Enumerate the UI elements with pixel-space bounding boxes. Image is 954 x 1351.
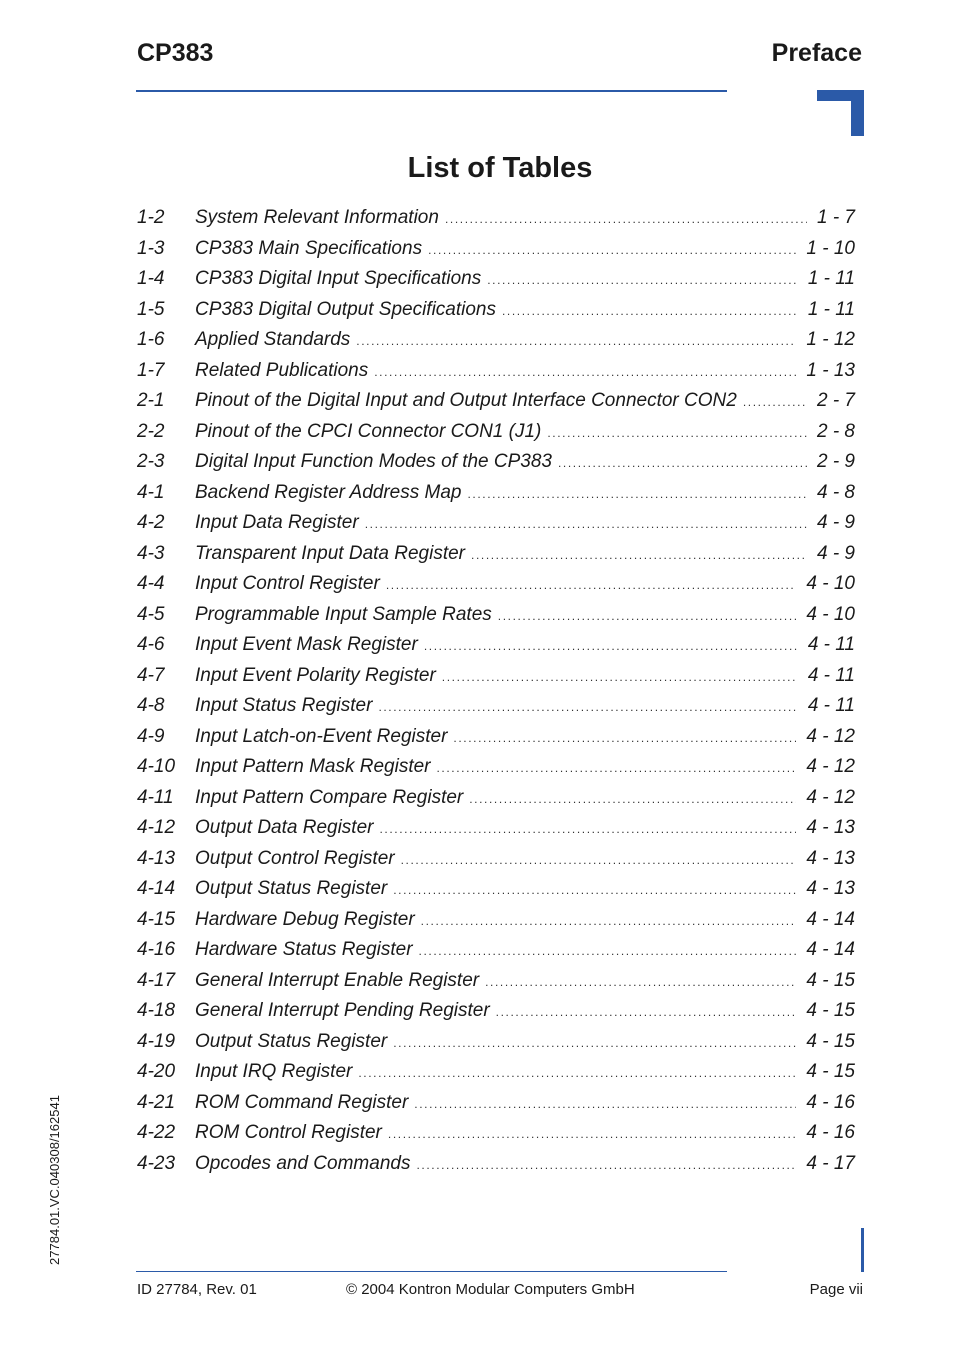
toc-entry-leader: [471, 540, 807, 571]
toc-entry-number: 4-19: [137, 1030, 176, 1052]
toc-entry-title: Input IRQ Register: [195, 1061, 353, 1082]
toc-entry-number: 4-6: [137, 634, 165, 655]
toc-entry-leader: [388, 1119, 797, 1150]
toc-entry-page: 4 - 16: [806, 1122, 855, 1143]
toc-entry-leader: [365, 509, 807, 540]
toc-entry[interactable]: [137, 417, 855, 448]
toc-entry-title: General Interrupt Pending Register: [195, 1000, 490, 1021]
toc-entry-number: 1-2: [137, 207, 165, 228]
side-document-id: 27784.01.VC.040308/162541: [47, 1095, 62, 1265]
header-rule: [136, 90, 727, 92]
toc-entry-page: 4 - 12: [806, 786, 855, 808]
toc-entry[interactable]: [137, 356, 855, 387]
toc-entry[interactable]: [137, 478, 855, 509]
toc-entry-title: System Relevant Information: [195, 207, 439, 228]
toc-entry-number: 4-9: [137, 725, 165, 747]
toc-entry-page: 1 - 13: [806, 359, 855, 381]
toc-entry-title: Hardware Status Register: [195, 939, 413, 960]
toc-entry-leader: [502, 296, 798, 327]
toc-entry-title: ROM Control Register: [195, 1122, 382, 1143]
toc-entry-title: Input Pattern Mask Register: [195, 756, 431, 777]
toc-entry-page: 1 - 7: [816, 207, 855, 228]
toc-entry-title: Hardware Debug Register: [195, 908, 415, 930]
toc-entry-number: 4-21: [137, 1091, 176, 1113]
toc-entry-page: 4 - 11: [807, 634, 855, 655]
toc-entry-title: Related Publications: [195, 359, 369, 381]
toc-entry-title: Pinout of the Digital Input and Output Interface Connector CON2: [195, 390, 737, 411]
toc-entry-leader: [496, 997, 797, 1028]
toc-entry-page: 4 - 9: [816, 542, 855, 564]
toc-entry-leader: [547, 418, 807, 449]
toc-entry-page: 4 - 14: [806, 939, 855, 960]
toc-entry[interactable]: [137, 600, 855, 631]
toc-entry[interactable]: [137, 1027, 855, 1058]
toc-entry-title: Input Control Register: [195, 573, 380, 594]
toc-entry-title: Transparent Input Data Register: [195, 542, 466, 564]
footer-corner-mark: [861, 1228, 864, 1272]
toc-entry-page: 1 - 11: [807, 268, 855, 289]
toc-entry-leader: [487, 265, 798, 296]
toc-entry-title: CP383 Digital Output Specifications: [195, 298, 496, 320]
header-corner-mark: [817, 90, 864, 136]
toc-entry-title: Input Event Polarity Register: [195, 664, 436, 686]
toc-entry-number: 2-3: [137, 451, 165, 472]
toc-entry-page: 1 - 12: [806, 329, 855, 350]
toc-entry-number: 4-15: [137, 908, 176, 930]
toc-entry-title: Input Latch-on-Event Register: [195, 725, 448, 747]
toc-entry[interactable]: [137, 874, 855, 905]
list-of-tables: [137, 203, 855, 1179]
toc-entry-leader: [421, 906, 797, 937]
toc-entry[interactable]: [137, 905, 855, 936]
toc-entry[interactable]: [137, 1057, 855, 1088]
toc-entry-page: 2 - 9: [816, 451, 855, 472]
toc-entry-page: 2 - 8: [816, 420, 855, 442]
toc-entry[interactable]: [137, 203, 855, 234]
toc-entry-number: 1-6: [137, 329, 165, 350]
toc-entry-number: 4-4: [137, 573, 165, 594]
toc-entry[interactable]: [137, 1118, 855, 1149]
page-title: List of Tables: [407, 152, 593, 184]
toc-entry-title: Input Status Register: [195, 695, 373, 716]
toc-entry-title: Digital Input Function Modes of the CP383: [195, 451, 552, 472]
toc-entry-leader: [416, 1150, 796, 1181]
toc-entry[interactable]: [137, 325, 855, 356]
toc-entry-page: 4 - 10: [806, 573, 855, 594]
toc-entry-title: Output Data Register: [195, 817, 374, 838]
toc-entry-number: 4-10: [137, 756, 176, 777]
toc-entry-leader: [445, 204, 807, 235]
toc-entry-title: General Interrupt Enable Register: [195, 969, 480, 991]
toc-entry-leader: [485, 967, 796, 998]
toc-entry-title: Input Event Mask Register: [195, 634, 418, 655]
toc-entry[interactable]: [137, 539, 855, 570]
toc-entry-number: 1-3: [137, 237, 165, 259]
toc-entry-number: 4-17: [137, 969, 176, 991]
toc-entry-number: 4-12: [137, 817, 176, 838]
toc-entry-number: 2-1: [137, 390, 165, 411]
toc-entry-leader: [558, 448, 807, 479]
toc-entry[interactable]: [137, 1149, 855, 1180]
toc-entry-page: 4 - 12: [806, 725, 855, 747]
toc-entry-leader: [401, 845, 797, 876]
toc-entry-page: 4 - 15: [806, 1030, 855, 1052]
toc-entry-page: 1 - 11: [807, 298, 855, 320]
toc-entry-page: 1 - 10: [806, 237, 855, 259]
toc-entry-number: 4-22: [137, 1122, 176, 1143]
toc-entry-page: 4 - 15: [806, 1000, 855, 1021]
toc-entry-title: Output Control Register: [195, 847, 395, 869]
toc-entry[interactable]: [137, 264, 855, 295]
toc-entry-leader: [414, 1089, 796, 1120]
toc-entry[interactable]: [137, 234, 855, 265]
toc-entry-title: Input Pattern Compare Register: [195, 786, 464, 808]
toc-entry-leader: [428, 235, 796, 266]
toc-entry-leader: [437, 753, 797, 784]
toc-entry[interactable]: [137, 966, 855, 997]
toc-entry-number: 1-7: [137, 359, 165, 381]
toc-entry-leader: [424, 631, 798, 662]
toc-entry-title: Programmable Input Sample Rates: [195, 603, 492, 625]
toc-entry-page: 4 - 8: [816, 481, 855, 503]
toc-entry-leader: [378, 692, 797, 723]
toc-entry-leader: [374, 357, 796, 388]
toc-entry-page: 4 - 9: [816, 512, 855, 533]
toc-entry-title: Backend Register Address Map: [195, 481, 462, 503]
toc-entry[interactable]: [137, 691, 855, 722]
toc-entry-page: 4 - 10: [806, 603, 855, 625]
toc-entry-leader: [453, 723, 796, 754]
toc-entry-title: Output Status Register: [195, 1030, 388, 1052]
toc-entry-number: 4-16: [137, 939, 176, 960]
toc-entry[interactable]: [137, 630, 855, 661]
toc-entry-leader: [393, 1028, 796, 1059]
footer-copyright: © 2004 Kontron Modular Computers GmbH: [346, 1281, 635, 1298]
toc-entry-leader: [743, 387, 807, 418]
toc-entry[interactable]: [137, 569, 855, 600]
toc-entry-page: 4 - 12: [806, 756, 855, 777]
toc-entry[interactable]: [137, 935, 855, 966]
toc-entry-title: CP383 Main Specifications: [195, 237, 423, 259]
toc-entry-leader: [386, 570, 797, 601]
toc-entry-number: 4-11: [137, 786, 174, 808]
toc-entry-title: Applied Standards: [195, 329, 351, 350]
toc-entry-leader: [379, 814, 796, 845]
toc-entry-page: 4 - 14: [806, 908, 855, 930]
toc-entry-leader: [356, 326, 796, 357]
toc-entry-number: 4-8: [137, 695, 165, 716]
toc-entry-page: 4 - 13: [806, 847, 855, 869]
toc-entry-title: Pinout of the CPCI Connector CON1 (J1): [195, 420, 542, 442]
toc-entry-leader: [442, 662, 798, 693]
toc-entry-page: 4 - 15: [806, 1061, 855, 1082]
toc-entry[interactable]: [137, 722, 855, 753]
toc-entry-title: CP383 Digital Input Specifications: [195, 268, 482, 289]
toc-entry-leader: [393, 875, 796, 906]
toc-entry-number: 4-3: [137, 542, 165, 564]
toc-entry-number: 4-20: [137, 1061, 176, 1082]
toc-entry[interactable]: [137, 844, 855, 875]
toc-entry-leader: [419, 936, 797, 967]
toc-entry-number: 4-2: [137, 512, 165, 533]
toc-entry-title: ROM Command Register: [195, 1091, 409, 1113]
toc-entry-title: Input Data Register: [195, 512, 359, 533]
footer-rule: [136, 1271, 727, 1272]
toc-entry[interactable]: [137, 295, 855, 326]
toc-entry[interactable]: [137, 783, 855, 814]
toc-entry-number: 4-13: [137, 847, 176, 869]
header-product-name: CP383: [137, 39, 214, 67]
toc-entry-page: 2 - 7: [816, 390, 855, 411]
toc-entry-title: Output Status Register: [195, 878, 388, 899]
toc-entry[interactable]: [137, 813, 855, 844]
toc-entry-number: 4-5: [137, 603, 165, 625]
toc-entry-number: 4-1: [137, 481, 165, 503]
toc-entry-leader: [469, 784, 796, 815]
toc-entry-number: 4-14: [137, 878, 176, 899]
toc-entry[interactable]: [137, 508, 855, 539]
header-section-name: Preface: [771, 39, 862, 67]
toc-entry[interactable]: [137, 447, 855, 478]
toc-entry-leader: [358, 1058, 796, 1089]
toc-entry-page: 4 - 16: [806, 1091, 855, 1113]
toc-entry-page: 4 - 15: [806, 969, 855, 991]
toc-entry-number: 4-23: [137, 1152, 176, 1174]
toc-entry-title: Opcodes and Commands: [195, 1152, 411, 1174]
toc-entry-number: 1-4: [137, 268, 165, 289]
toc-entry[interactable]: [137, 661, 855, 692]
toc-entry-page: 4 - 13: [806, 878, 855, 899]
toc-entry-number: 4-18: [137, 1000, 176, 1021]
toc-entry[interactable]: [137, 386, 855, 417]
toc-entry[interactable]: [137, 1088, 855, 1119]
toc-entry-number: 2-2: [137, 420, 165, 442]
toc-entry-page: 4 - 13: [806, 817, 855, 838]
toc-entry[interactable]: [137, 996, 855, 1027]
toc-entry-number: 1-5: [137, 298, 165, 320]
footer-doc-id: ID 27784, Rev. 01: [137, 1281, 257, 1298]
toc-entry-page: 4 - 11: [807, 695, 855, 716]
toc-entry-number: 4-7: [137, 664, 165, 686]
toc-entry-leader: [467, 479, 806, 510]
toc-entry[interactable]: [137, 752, 855, 783]
toc-entry-page: 4 - 11: [807, 664, 855, 686]
toc-entry-page: 4 - 17: [806, 1152, 855, 1174]
toc-entry-leader: [498, 601, 797, 632]
footer-page-number: Page vii: [809, 1281, 863, 1298]
